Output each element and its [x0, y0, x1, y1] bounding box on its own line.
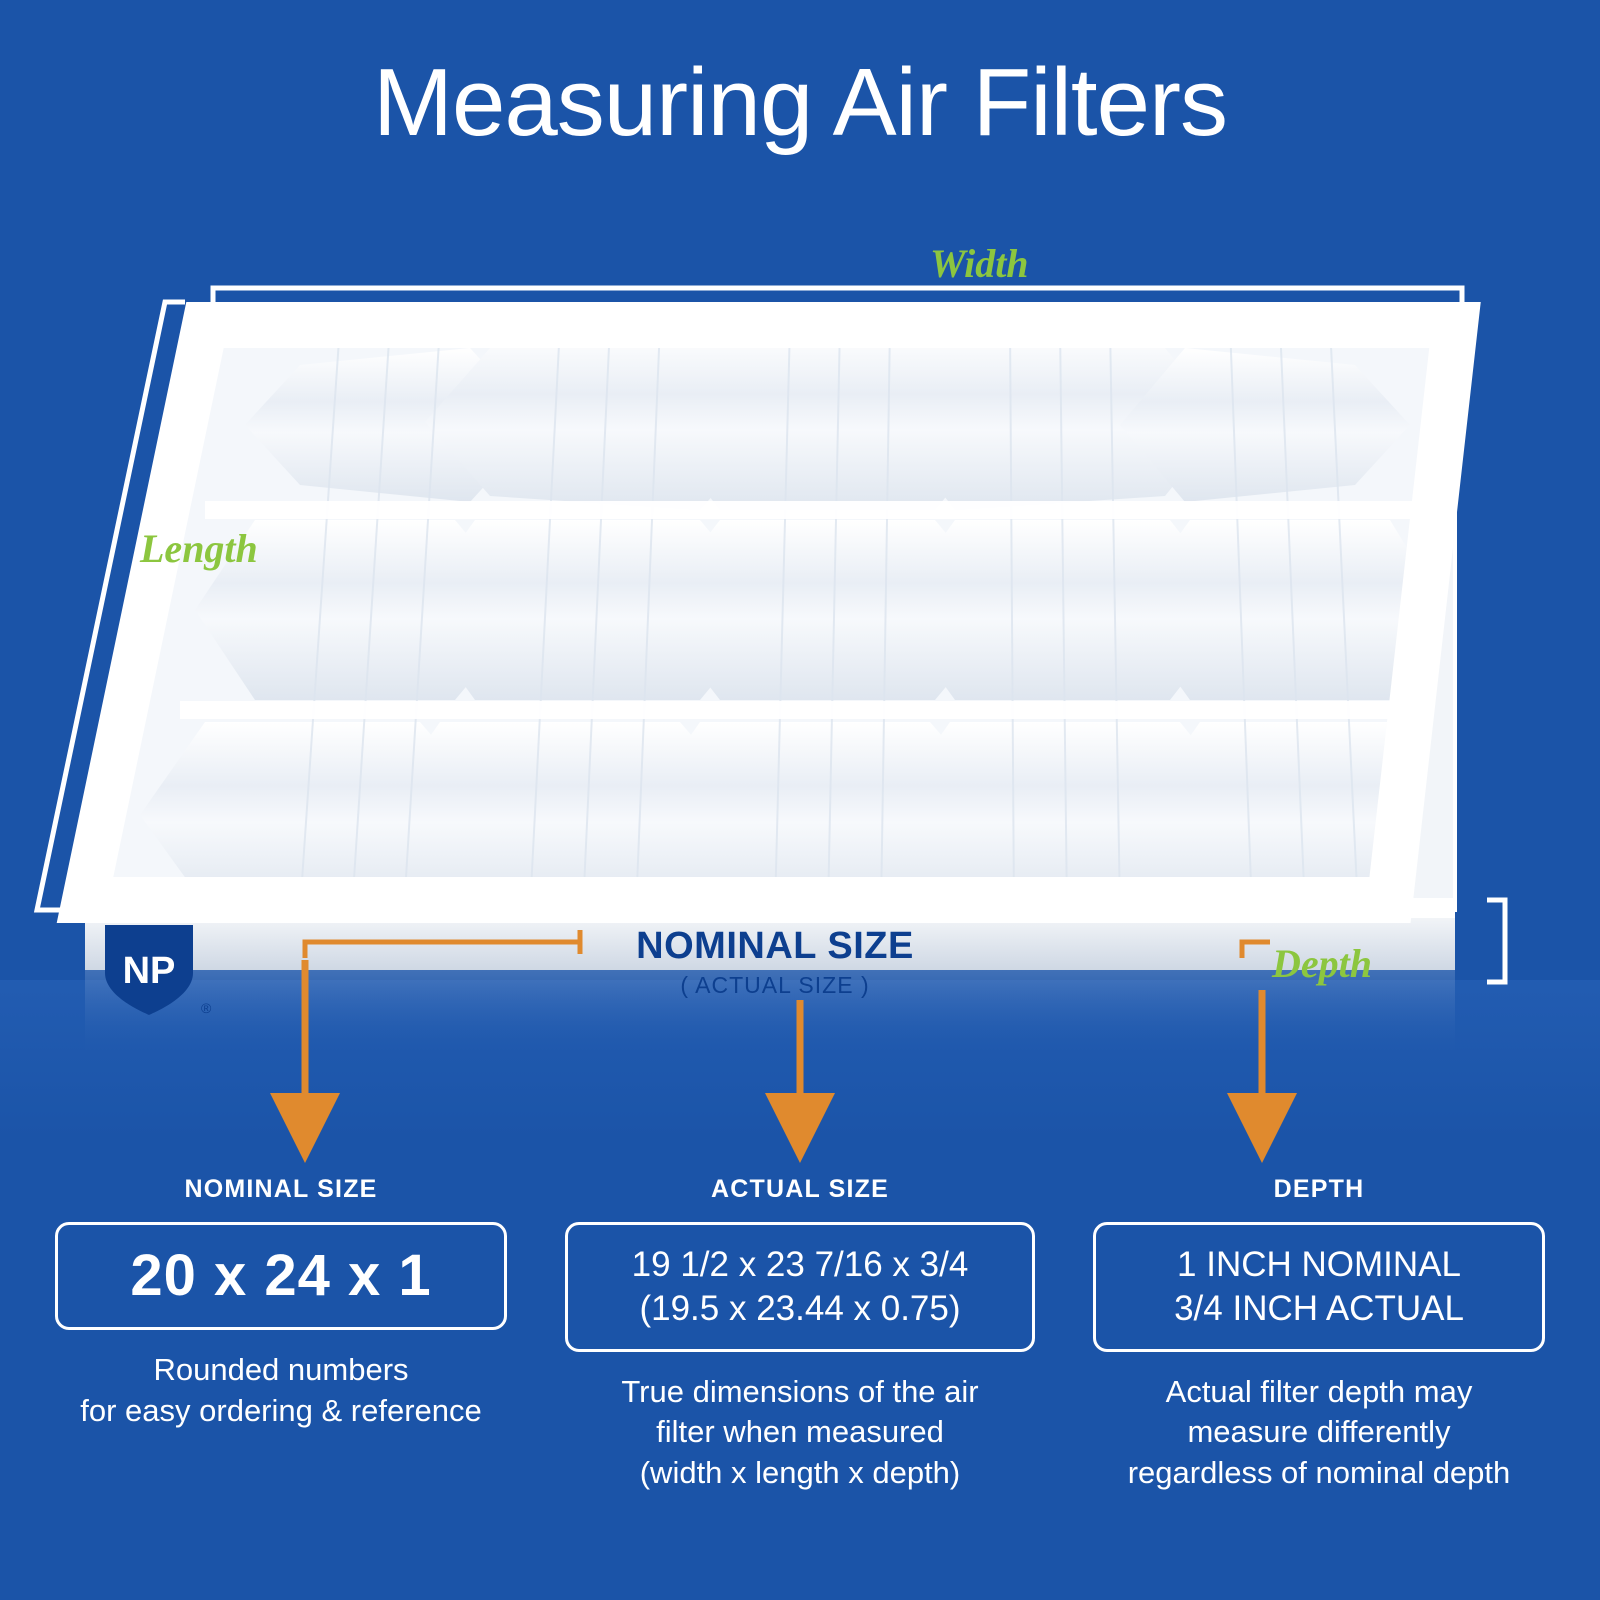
card-actual-heading: ACTUAL SIZE	[710, 1175, 890, 1203]
card-depth-note	[1093, 1372, 1545, 1495]
card-depth-note-line3: regardless of nominal depth	[1127, 1455, 1511, 1491]
card-depth-value-actual: 3/4 INCH ACTUAL	[1174, 1288, 1464, 1328]
card-depth-box	[1093, 1222, 1545, 1352]
nominal-size-callout	[565, 925, 985, 999]
card-nominal-heading: NOMINAL SIZE	[184, 1175, 378, 1203]
card-depth-heading: DEPTH	[1273, 1175, 1365, 1203]
card-nominal-box	[55, 1222, 507, 1330]
card-actual-value-fraction: 19 1/2 x 23 7/16 x 3/4	[631, 1245, 969, 1284]
label-length: Length	[140, 526, 258, 571]
card-nominal-value: 20 x 24 x 1	[130, 1242, 432, 1308]
page-title: Measuring Air Filters	[373, 49, 1227, 156]
label-width: Width	[930, 241, 1029, 286]
depth-bracket	[1487, 900, 1505, 982]
svg-text:®: ®	[201, 1000, 212, 1016]
card-nominal-note-line1: Rounded numbers	[153, 1352, 409, 1387]
card-nominal-size	[55, 1175, 507, 1494]
svg-text:NP: NP	[122, 950, 176, 992]
card-actual-note-line1: True dimensions of the air	[621, 1373, 979, 1409]
actual-size-sublabel: ( ACTUAL SIZE )	[680, 972, 870, 998]
label-depth: Depth	[1272, 941, 1372, 986]
callout-cards	[0, 1175, 1600, 1494]
card-actual-note-line2: filter when measured	[656, 1414, 944, 1450]
card-nominal-note	[55, 1350, 507, 1432]
card-depth-value-nominal: 1 INCH NOMINAL	[1177, 1245, 1461, 1284]
card-actual-box	[565, 1222, 1035, 1352]
card-actual-value-decimal: (19.5 x 23.44 x 0.75)	[639, 1288, 961, 1328]
card-depth-note-line2: measure differently	[1187, 1414, 1451, 1450]
card-nominal-note-line2: for easy ordering & reference	[80, 1392, 482, 1428]
card-actual-size	[565, 1175, 1035, 1494]
card-depth	[1093, 1175, 1545, 1494]
nominal-size-label: NOMINAL SIZE	[636, 925, 914, 967]
card-actual-note-line3: (width x length x depth)	[639, 1455, 961, 1491]
filter-illustration	[0, 241, 1600, 1030]
card-depth-note-line1: Actual filter depth may	[1165, 1373, 1473, 1409]
card-actual-note	[565, 1372, 1035, 1495]
